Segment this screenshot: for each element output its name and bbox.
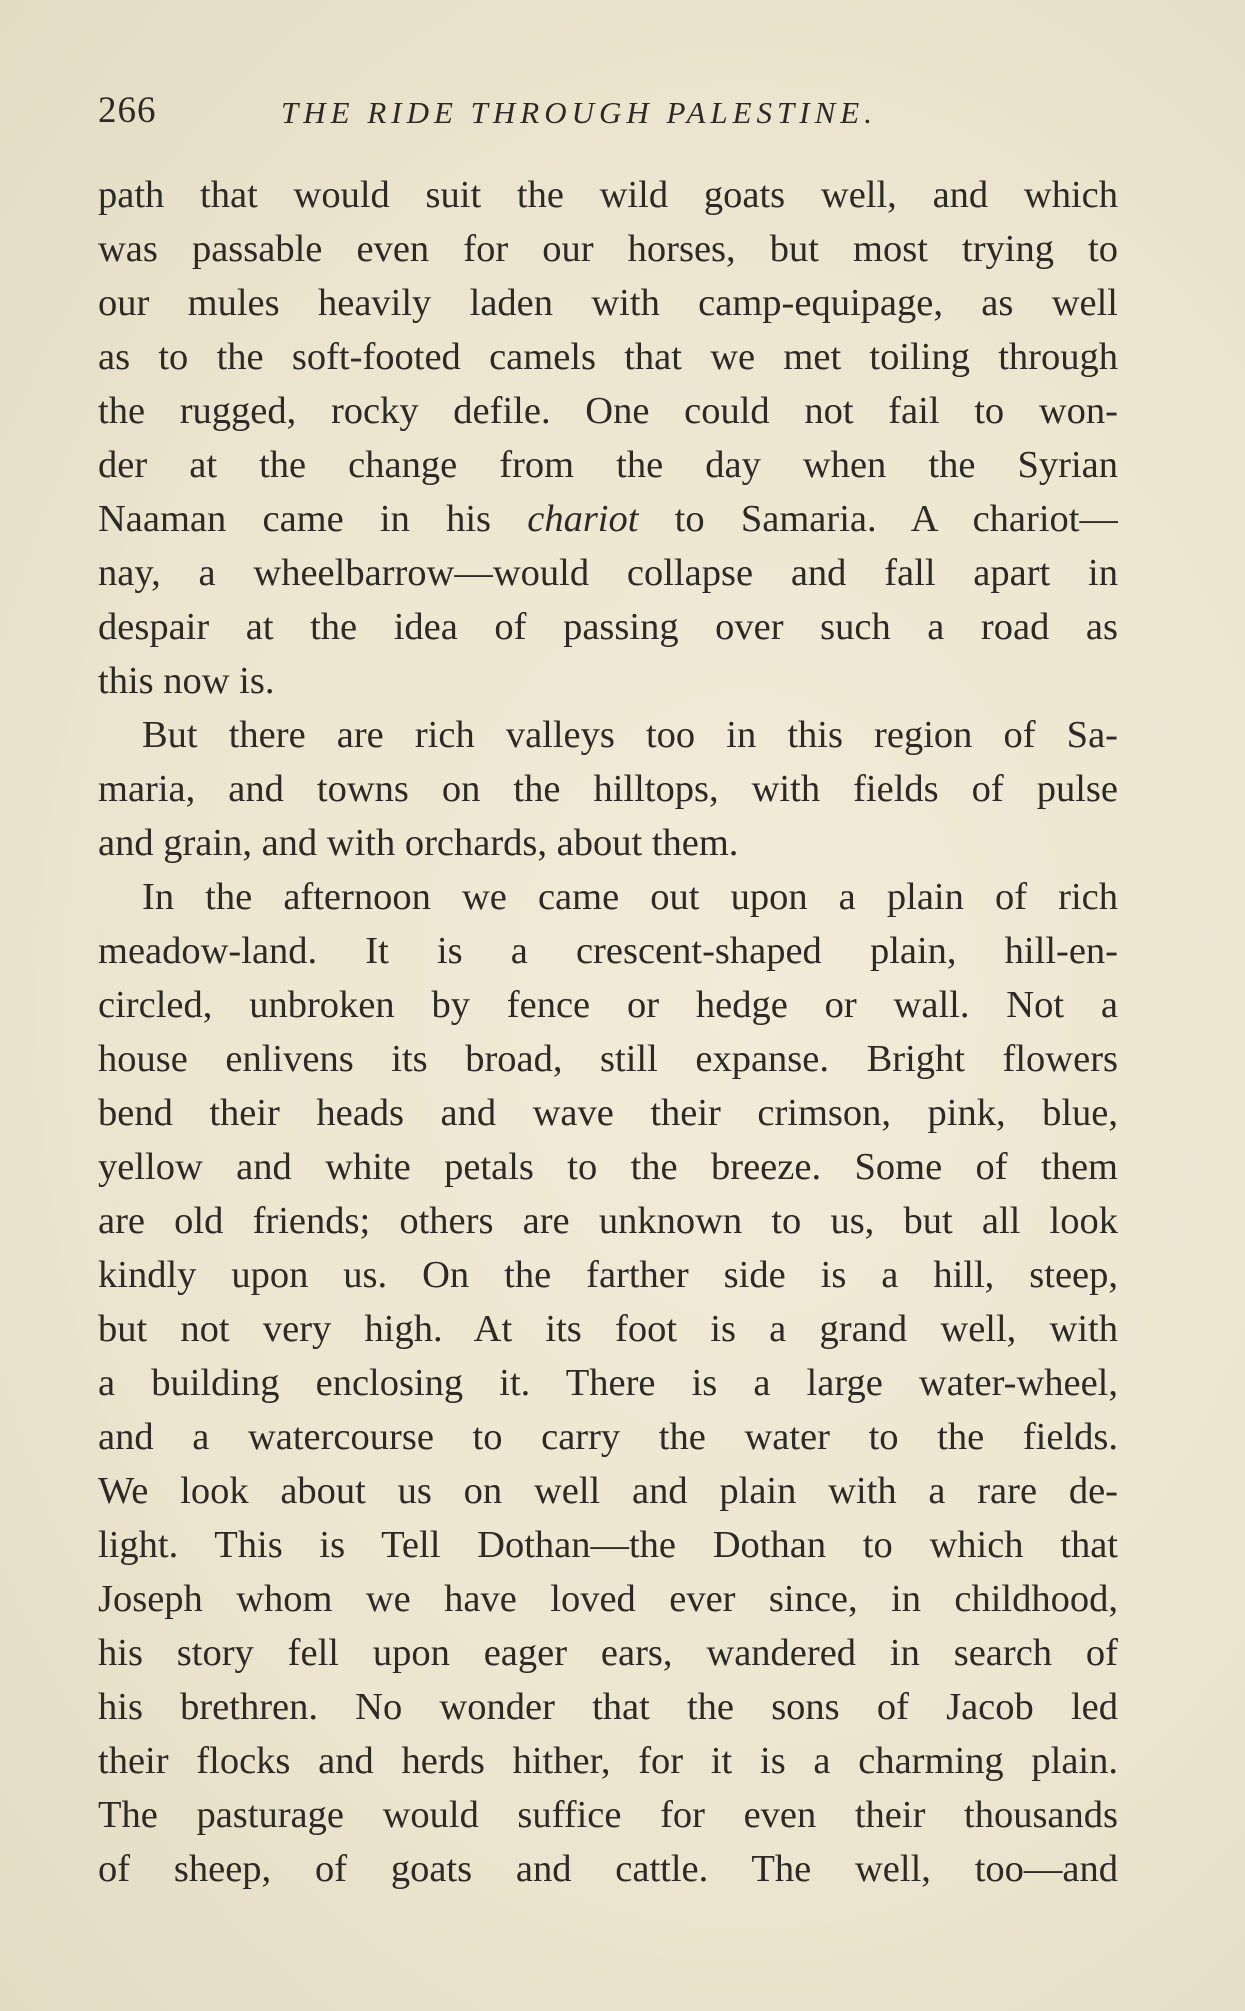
text-line: of sheep, of goats and cattle. The well, too—and [98, 1848, 1118, 1890]
text-line: his story fell upon eager ears, wandered in search of [98, 1632, 1118, 1674]
running-title: THE RIDE THROUGH PALESTINE. [281, 95, 877, 130]
text-line: maria, and towns on the hilltops, with fields of pulse [98, 768, 1118, 810]
text-line: despair at the idea of passing over such a road as [98, 606, 1118, 648]
body-text [98, 168, 1118, 1896]
page-header [98, 86, 1118, 136]
text-segment: Naaman came in his [98, 498, 528, 540]
text-line: house enlivens its broad, still expanse. Bright flowers [98, 1038, 1118, 1080]
text-line: But there are rich valleys too in this region of Sa- [142, 714, 1118, 756]
text-line: are old friends; others are unknown to us, but all look [98, 1200, 1118, 1242]
text-line: circled, unbroken by fence or hedge or wall. Not a [98, 984, 1118, 1026]
text-line: bend their heads and wave their crimson, pink, blue, [98, 1092, 1118, 1134]
text-line: yellow and white petals to the breeze. Some of them [98, 1146, 1118, 1188]
text-line: light. This is Tell Dothan—the Dothan to which that [98, 1524, 1118, 1566]
text-line: a building enclosing it. There is a large water-wheel, [98, 1362, 1118, 1404]
text-line: this now is. [98, 660, 275, 702]
text-line: but not very high. At its foot is a grand well, with [98, 1308, 1118, 1350]
italic-word: chariot [527, 498, 639, 540]
text-segment: to Samaria. A chariot— [638, 498, 1118, 540]
text-line: nay, a wheelbarrow—would collapse and fall apart in [98, 552, 1118, 594]
page-number: 266 [98, 90, 157, 131]
text-line: kindly upon us. On the farther side is a hill, steep, [98, 1254, 1118, 1296]
text-line: We look about us on well and plain with a rare de- [98, 1470, 1118, 1512]
text-line: The pasturage would suffice for even their thousands [98, 1794, 1118, 1836]
text-line: the rugged, rocky defile. One could not fail to won- [98, 390, 1118, 432]
text-line: his brethren. No wonder that the sons of Jacob led [98, 1686, 1118, 1728]
text-line: path that would suit the wild goats well, and which [98, 174, 1118, 216]
text-line: our mules heavily laden with camp-equipage, as well [98, 282, 1118, 324]
text-line: and grain, and with orchards, about them. [98, 822, 739, 864]
text-line: Joseph whom we have loved ever since, in childhood, [98, 1578, 1118, 1620]
text-line: was passable even for our horses, but most trying to [98, 228, 1118, 270]
text-line: meadow-land. It is a crescent-shaped plain, hill-en- [98, 930, 1118, 972]
text-line: as to the soft-footed camels that we met toiling through [98, 336, 1118, 378]
text-line [98, 492, 1118, 546]
text-line: der at the change from the day when the Syrian [98, 444, 1118, 486]
text-line: their flocks and herds hither, for it is a charming plain. [98, 1740, 1118, 1782]
text-line: and a watercourse to carry the water to the fields. [98, 1416, 1118, 1458]
text-line: In the afternoon we came out upon a plain of rich [142, 876, 1118, 918]
